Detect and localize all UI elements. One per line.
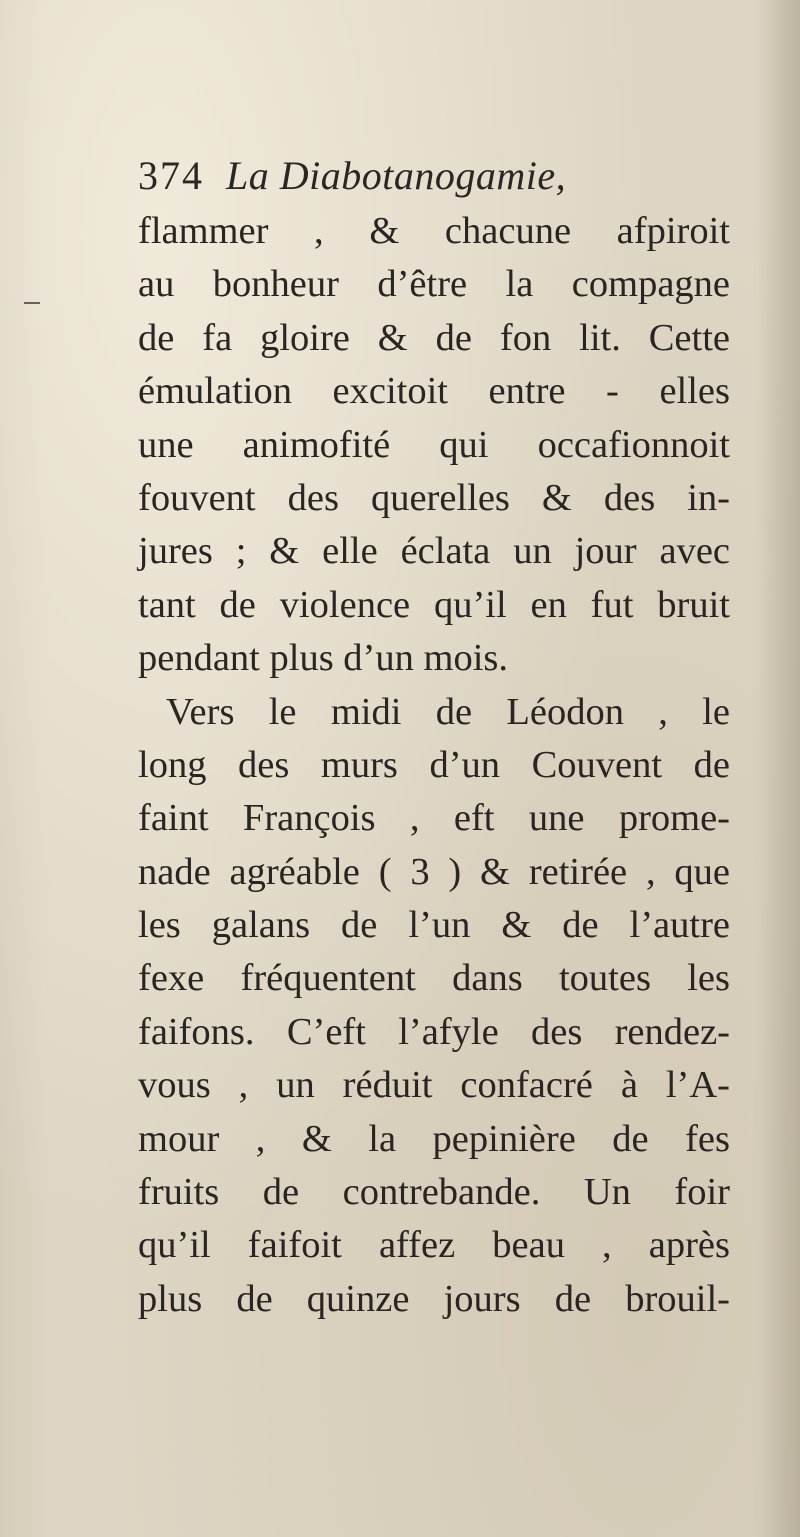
text-line: faint François , eft une prome- [138,797,730,840]
margin-mark [24,302,40,304]
text-line: fouvent des querelles & des in- [138,476,730,519]
running-head [138,152,566,202]
text-line: faifons. C’eft l’afyle des rendez- [138,1010,730,1053]
text-line: de fa gloire & de fon lit. Cette [138,316,730,359]
text-line: nade agréable ( 3 ) & retirée , que [138,850,730,893]
text-line: jures ; & elle éclata un jour avec [138,530,730,573]
text-line: fruits de contrebande. Un foir [138,1171,730,1214]
page-number: 374 [138,153,204,198]
body-text [138,205,730,1326]
text-line: tant de violence qu’il en fut bruit [138,583,730,626]
text-line: vous , un réduit confacré à l’A- [138,1064,730,1107]
text-line: qu’il faifoit affez beau , après [138,1224,730,1267]
text-line: une animofité qui occafionnoit [138,423,730,466]
text-line: mour , & la pepinière de fes [138,1117,730,1160]
text-line: flammer , & chacune afpiroit [138,210,730,252]
page-edge-shadow [760,0,800,1537]
text-line: au bonheur d’être la compagne [138,263,730,306]
text-line: émulation excitoit entre - elles [138,370,730,413]
text-line: plus de quinze jours de brouil- [138,1277,730,1320]
text-line: fexe fréquentent dans toutes les [138,957,730,1000]
book-title: La Diabotanogamie, [226,153,567,198]
text-line: Vers le midi de Léodon , le [166,690,730,733]
text-line: pendant plus d’un mois. [138,637,508,680]
text-line: long des murs d’un Couvent de [138,743,730,786]
text-line: les galans de l’un & de l’autre [138,904,730,947]
